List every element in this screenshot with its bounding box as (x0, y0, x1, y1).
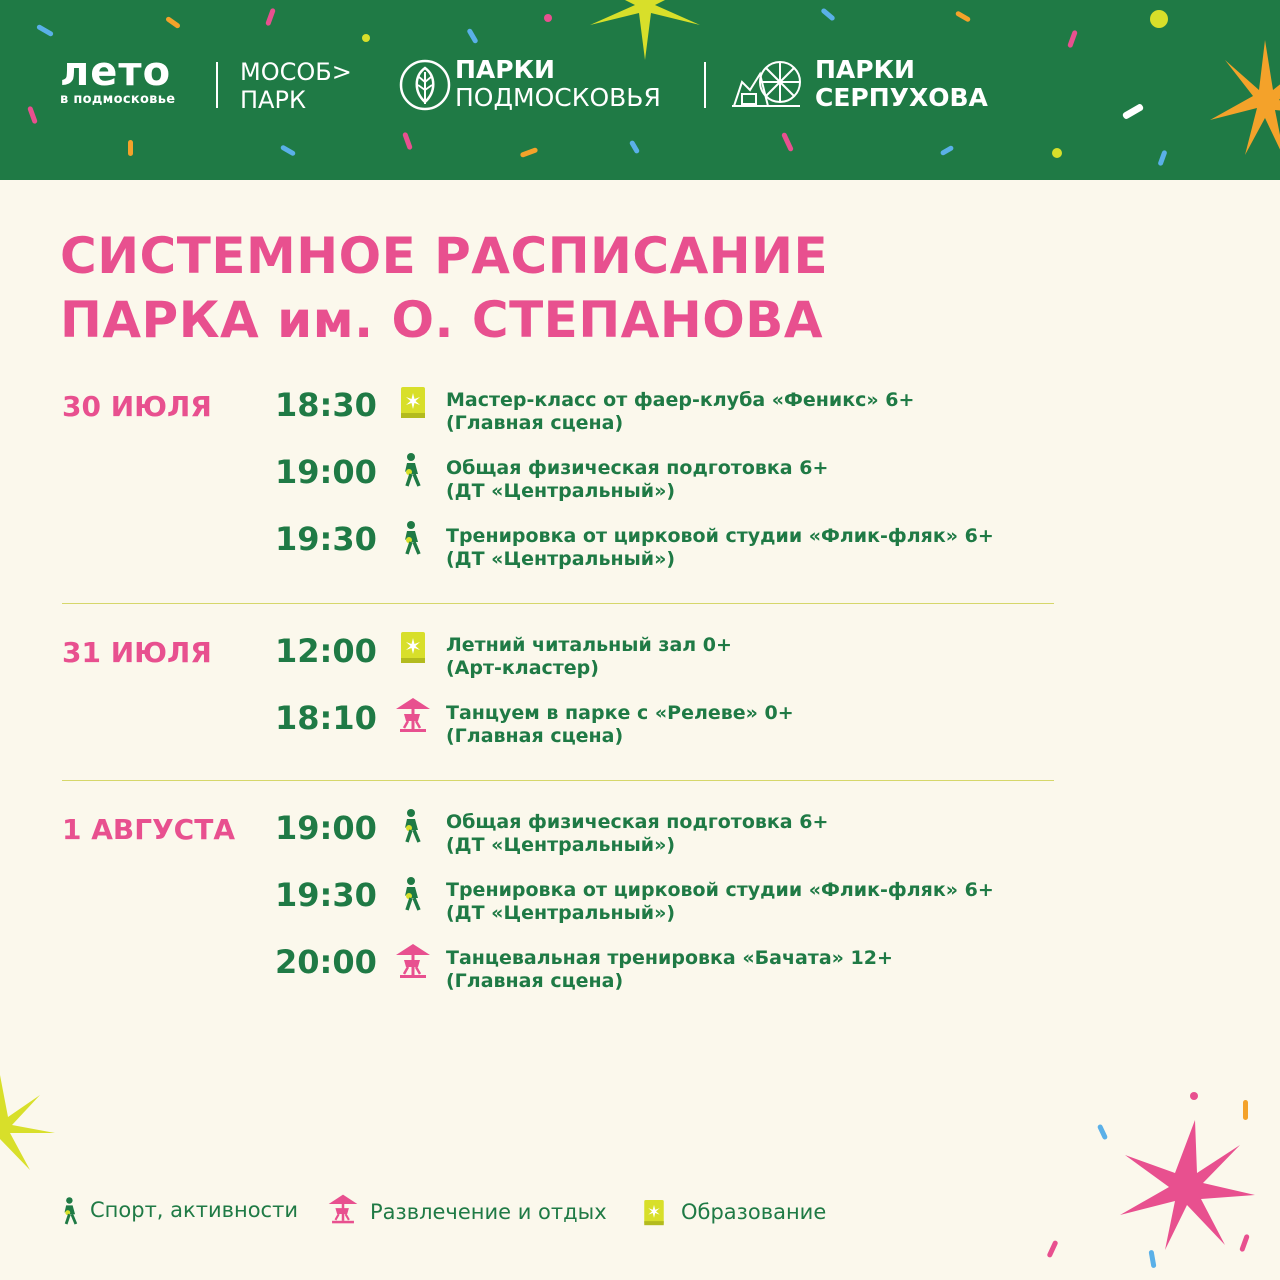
event-name: Мастер-класс от фаер-клуба «Феникс» 6+ (446, 389, 915, 411)
parki-serpukhova-logo (815, 56, 988, 112)
date-label: 1 АВГУСТА (62, 813, 235, 846)
section-divider (62, 780, 1054, 781)
serp-logo-line1: ПАРКИ (815, 55, 915, 84)
confetti-decoration (128, 140, 133, 156)
legend-label-sport: Спорт, активности (90, 1198, 298, 1222)
parki-podmoskovya-logo (455, 56, 661, 112)
event-time: 12:00 (275, 632, 377, 670)
event-place: (ДТ «Центральный») (446, 480, 676, 502)
header-banner (0, 0, 1280, 180)
event-description (446, 879, 994, 925)
logo-divider (704, 62, 706, 108)
sport-runner-icon (58, 1194, 84, 1228)
confetti-decoration (1150, 10, 1168, 28)
logo-divider (216, 62, 218, 108)
legend-label-edu: Образование (681, 1200, 827, 1224)
event-description (446, 947, 893, 993)
event-time: 19:30 (275, 876, 377, 914)
sport-runner-icon (397, 520, 429, 556)
confetti-decoration (1243, 1100, 1248, 1120)
leto-logo-sub: в подмосковье (60, 92, 176, 107)
page-title-line2: ПАРКА им. О. СТЕПАНОВА (60, 291, 824, 349)
event-description (446, 634, 732, 680)
event-place: (Главная сцена) (446, 970, 624, 992)
confetti-decoration (940, 145, 955, 156)
carousel-icon (394, 943, 432, 979)
event-place: (ДТ «Центральный») (446, 548, 676, 570)
mosobpark-logo-line1: МОСОБ> (240, 58, 352, 86)
confetti-decoration (1190, 1092, 1198, 1100)
confetti-decoration (629, 140, 640, 155)
legend-label-fun: Развлечение и отдых (370, 1200, 607, 1224)
event-time: 19:00 (275, 453, 377, 491)
star-burst-decoration (0, 1070, 70, 1180)
date-label: 31 ИЮЛЯ (62, 636, 212, 669)
confetti-decoration (781, 132, 794, 152)
confetti-decoration (27, 106, 38, 125)
carousel-icon (327, 1192, 359, 1226)
event-place: (Главная сцена) (446, 725, 624, 747)
parki-logo-line2: ПОДМОСКОВЬЯ (455, 83, 661, 112)
confetti-decoration (955, 10, 971, 22)
education-book-icon (641, 1196, 667, 1230)
confetti-decoration (1046, 1240, 1058, 1258)
event-name: Общая физическая подготовка 6+ (446, 457, 829, 479)
leto-logo-main: лето (60, 49, 172, 95)
star-burst-decoration (1110, 1110, 1260, 1260)
page-title-line1: СИСТЕМНОЕ РАСПИСАНИЕ (60, 227, 829, 285)
serp-logo-line2: СЕРПУХОВА (815, 83, 988, 112)
event-description (446, 525, 994, 571)
page-title (60, 224, 828, 352)
event-name: Летний читальный зал 0+ (446, 634, 732, 656)
parki-logo-line1: ПАРКИ (455, 55, 555, 84)
sport-runner-icon (397, 808, 429, 844)
confetti-decoration (1157, 150, 1167, 167)
event-name: Танцевальная тренировка «Бачата» 12+ (446, 947, 893, 969)
event-time: 19:30 (275, 520, 377, 558)
event-description (446, 702, 794, 748)
confetti-decoration (36, 24, 54, 37)
event-place: (Главная сцена) (446, 412, 624, 434)
event-place: (ДТ «Центральный») (446, 902, 676, 924)
event-name: Танцуем в парке с «Релеве» 0+ (446, 702, 794, 724)
event-description (446, 457, 828, 503)
confetti-decoration (520, 147, 539, 158)
confetti-decoration (165, 16, 181, 29)
event-time: 20:00 (275, 943, 377, 981)
confetti-decoration (1052, 148, 1062, 158)
event-time: 18:30 (275, 386, 377, 424)
event-name: Тренировка от цирковой студии «Флик-фляк» 6+ (446, 525, 994, 547)
sport-runner-icon (397, 452, 429, 488)
confetti-decoration (544, 14, 552, 22)
confetti-decoration (402, 132, 413, 151)
leaf-emblem-icon (398, 58, 452, 112)
confetti-decoration (265, 8, 276, 27)
confetti-decoration (466, 28, 478, 44)
star-burst-decoration (1205, 30, 1280, 170)
event-place: (Арт-кластер) (446, 657, 599, 679)
date-label: 30 ИЮЛЯ (62, 390, 212, 423)
mosobpark-logo (240, 58, 352, 114)
event-time: 19:00 (275, 809, 377, 847)
event-place: (ДТ «Центральный») (446, 834, 676, 856)
event-description (446, 389, 914, 435)
mosobpark-logo-line2: ПАРК (240, 86, 306, 114)
leto-logo (60, 49, 176, 107)
confetti-decoration (362, 34, 370, 42)
education-book-icon (397, 385, 429, 421)
education-book-icon (397, 630, 429, 666)
ferris-wheel-emblem-icon (730, 56, 802, 112)
confetti-decoration (1097, 1124, 1108, 1141)
sport-runner-icon (397, 876, 429, 912)
event-name: Тренировка от цирковой студии «Флик-фляк» 6+ (446, 879, 994, 901)
event-name: Общая физическая подготовка 6+ (446, 811, 829, 833)
confetti-decoration (1122, 103, 1145, 120)
confetti-decoration (1067, 30, 1078, 49)
confetti-decoration (280, 144, 296, 156)
event-description (446, 811, 828, 857)
event-time: 18:10 (275, 699, 377, 737)
confetti-decoration (820, 7, 835, 21)
section-divider (62, 603, 1054, 604)
carousel-icon (394, 697, 432, 733)
